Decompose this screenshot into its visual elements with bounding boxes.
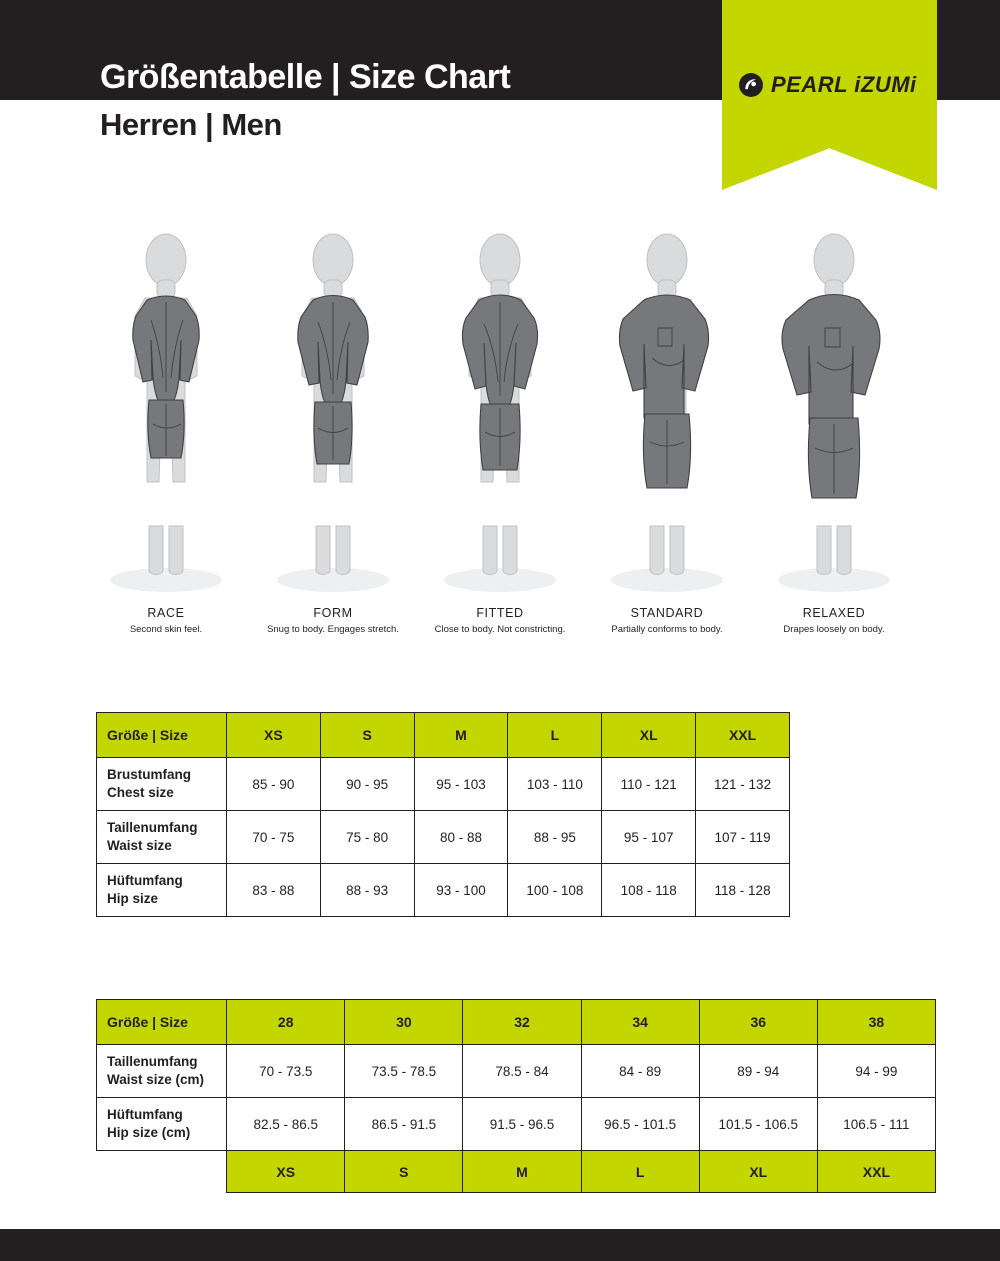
footer-size-xs: XS: [227, 1151, 345, 1193]
row-label-waist: [97, 811, 227, 864]
form-figure-icon: [258, 228, 408, 600]
row-label-en: Waist size: [107, 838, 172, 853]
table-footer-row: [97, 1151, 936, 1193]
row-label-de: Taillenumfang: [107, 820, 198, 835]
column-header-xs: XS: [226, 713, 320, 758]
table-header-label: Größe | Size: [97, 1000, 227, 1045]
row-label-waist-cm: [97, 1045, 227, 1098]
fit-name: STANDARD: [630, 606, 704, 620]
footer-size-l: L: [581, 1151, 699, 1193]
pearl-izumi-mark-icon: [738, 72, 764, 98]
cell-hipcm-32: 91.5 - 96.5: [463, 1098, 581, 1151]
fit-description: Snug to body. Engages stretch.: [267, 624, 399, 635]
column-header-xxl: XXL: [696, 713, 790, 758]
cell-waist-s: 75 - 80: [320, 811, 414, 864]
footer-size-s: S: [345, 1151, 463, 1193]
column-header-34: 34: [581, 1000, 699, 1045]
cell-chest-l: 103 - 110: [508, 758, 602, 811]
page-title-main: Größentabelle | Size Chart: [100, 58, 511, 96]
column-header-xl: XL: [602, 713, 696, 758]
page-title: [100, 58, 510, 144]
row-label-chest: [97, 758, 227, 811]
column-header-36: 36: [699, 1000, 817, 1045]
footer-bar: [0, 1229, 1000, 1261]
column-header-30: 30: [345, 1000, 463, 1045]
table-row: [97, 1098, 936, 1151]
cell-hipcm-28: 82.5 - 86.5: [227, 1098, 345, 1151]
cell-waist-m: 80 - 88: [414, 811, 508, 864]
row-label-en: Chest size: [107, 785, 174, 800]
fit-name: RACE: [147, 606, 185, 620]
row-label-hip: [97, 864, 227, 917]
size-table-bottoms: [96, 999, 936, 1193]
column-header-38: 38: [817, 1000, 935, 1045]
column-header-m: M: [414, 713, 508, 758]
fit-figures: [88, 228, 912, 668]
fit-name: FITTED: [476, 606, 524, 620]
row-label-de: Brustumfang: [107, 767, 191, 782]
column-header-s: S: [320, 713, 414, 758]
cell-waist-xl: 95 - 107: [602, 811, 696, 864]
cell-hipcm-38: 106.5 - 111: [817, 1098, 935, 1151]
row-label-de: Taillenumfang: [107, 1054, 198, 1069]
table-header-label: Größe | Size: [97, 713, 227, 758]
cell-waist-xxl: 107 - 119: [696, 811, 790, 864]
cell-waist-l: 88 - 95: [508, 811, 602, 864]
cell-waistcm-32: 78.5 - 84: [463, 1045, 581, 1098]
fit-figure-relaxed: [756, 228, 912, 668]
fit-name: FORM: [313, 606, 353, 620]
relaxed-figure-icon: [759, 228, 909, 600]
cell-chest-xxl: 121 - 132: [696, 758, 790, 811]
table-header-row: [97, 713, 790, 758]
row-label-de: Hüftumfang: [107, 873, 183, 888]
fit-figure-standard: [589, 228, 745, 668]
table-row: [97, 758, 790, 811]
cell-hip-l: 100 - 108: [508, 864, 602, 917]
fit-figure-fitted: [422, 228, 578, 668]
row-label-hip-cm: [97, 1098, 227, 1151]
size-table-tops: [96, 712, 790, 917]
cell-hip-xl: 108 - 118: [602, 864, 696, 917]
cell-hip-xs: 83 - 88: [226, 864, 320, 917]
column-header-l: L: [508, 713, 602, 758]
fit-description: Drapes loosely on body.: [783, 624, 885, 635]
race-figure-icon: [91, 228, 241, 600]
footer-spacer: [97, 1151, 227, 1193]
cell-chest-s: 90 - 95: [320, 758, 414, 811]
row-label-en: Waist size (cm): [107, 1072, 205, 1087]
footer-size-xxl: XXL: [817, 1151, 935, 1193]
fit-figure-race: [88, 228, 244, 668]
table-row: [97, 1045, 936, 1098]
fit-description: Close to body. Not constricting.: [434, 624, 566, 635]
page-title-sub: Herren | Men: [100, 107, 282, 142]
table-header-row: [97, 1000, 936, 1045]
fit-figure-form: [255, 228, 411, 668]
fit-description: Second skin feel.: [129, 624, 203, 635]
row-label-en: Hip size: [107, 891, 159, 906]
brand-logo: [738, 68, 923, 102]
fit-name: RELAXED: [802, 606, 866, 620]
cell-waist-xs: 70 - 75: [226, 811, 320, 864]
cell-waistcm-38: 94 - 99: [817, 1045, 935, 1098]
cell-hipcm-30: 86.5 - 91.5: [345, 1098, 463, 1151]
cell-hip-xxl: 118 - 128: [696, 864, 790, 917]
standard-figure-icon: [592, 228, 742, 600]
cell-hip-s: 88 - 93: [320, 864, 414, 917]
cell-hipcm-36: 101.5 - 106.5: [699, 1098, 817, 1151]
cell-waistcm-28: 70 - 73.5: [227, 1045, 345, 1098]
fitted-figure-icon: [425, 228, 575, 600]
brand-name: PEARL iZUMi: [771, 72, 917, 97]
column-header-32: 32: [463, 1000, 581, 1045]
column-header-28: 28: [227, 1000, 345, 1045]
footer-size-xl: XL: [699, 1151, 817, 1193]
fit-description: Partially conforms to body.: [611, 624, 723, 635]
cell-chest-xs: 85 - 90: [226, 758, 320, 811]
table-row: [97, 864, 790, 917]
cell-chest-xl: 110 - 121: [602, 758, 696, 811]
footer-size-m: M: [463, 1151, 581, 1193]
row-label-de: Hüftumfang: [107, 1107, 183, 1122]
cell-waistcm-34: 84 - 89: [581, 1045, 699, 1098]
table-row: [97, 811, 790, 864]
cell-hip-m: 93 - 100: [414, 864, 508, 917]
cell-chest-m: 95 - 103: [414, 758, 508, 811]
cell-hipcm-34: 96.5 - 101.5: [581, 1098, 699, 1151]
cell-waistcm-36: 89 - 94: [699, 1045, 817, 1098]
cell-waistcm-30: 73.5 - 78.5: [345, 1045, 463, 1098]
row-label-en: Hip size (cm): [107, 1125, 191, 1140]
